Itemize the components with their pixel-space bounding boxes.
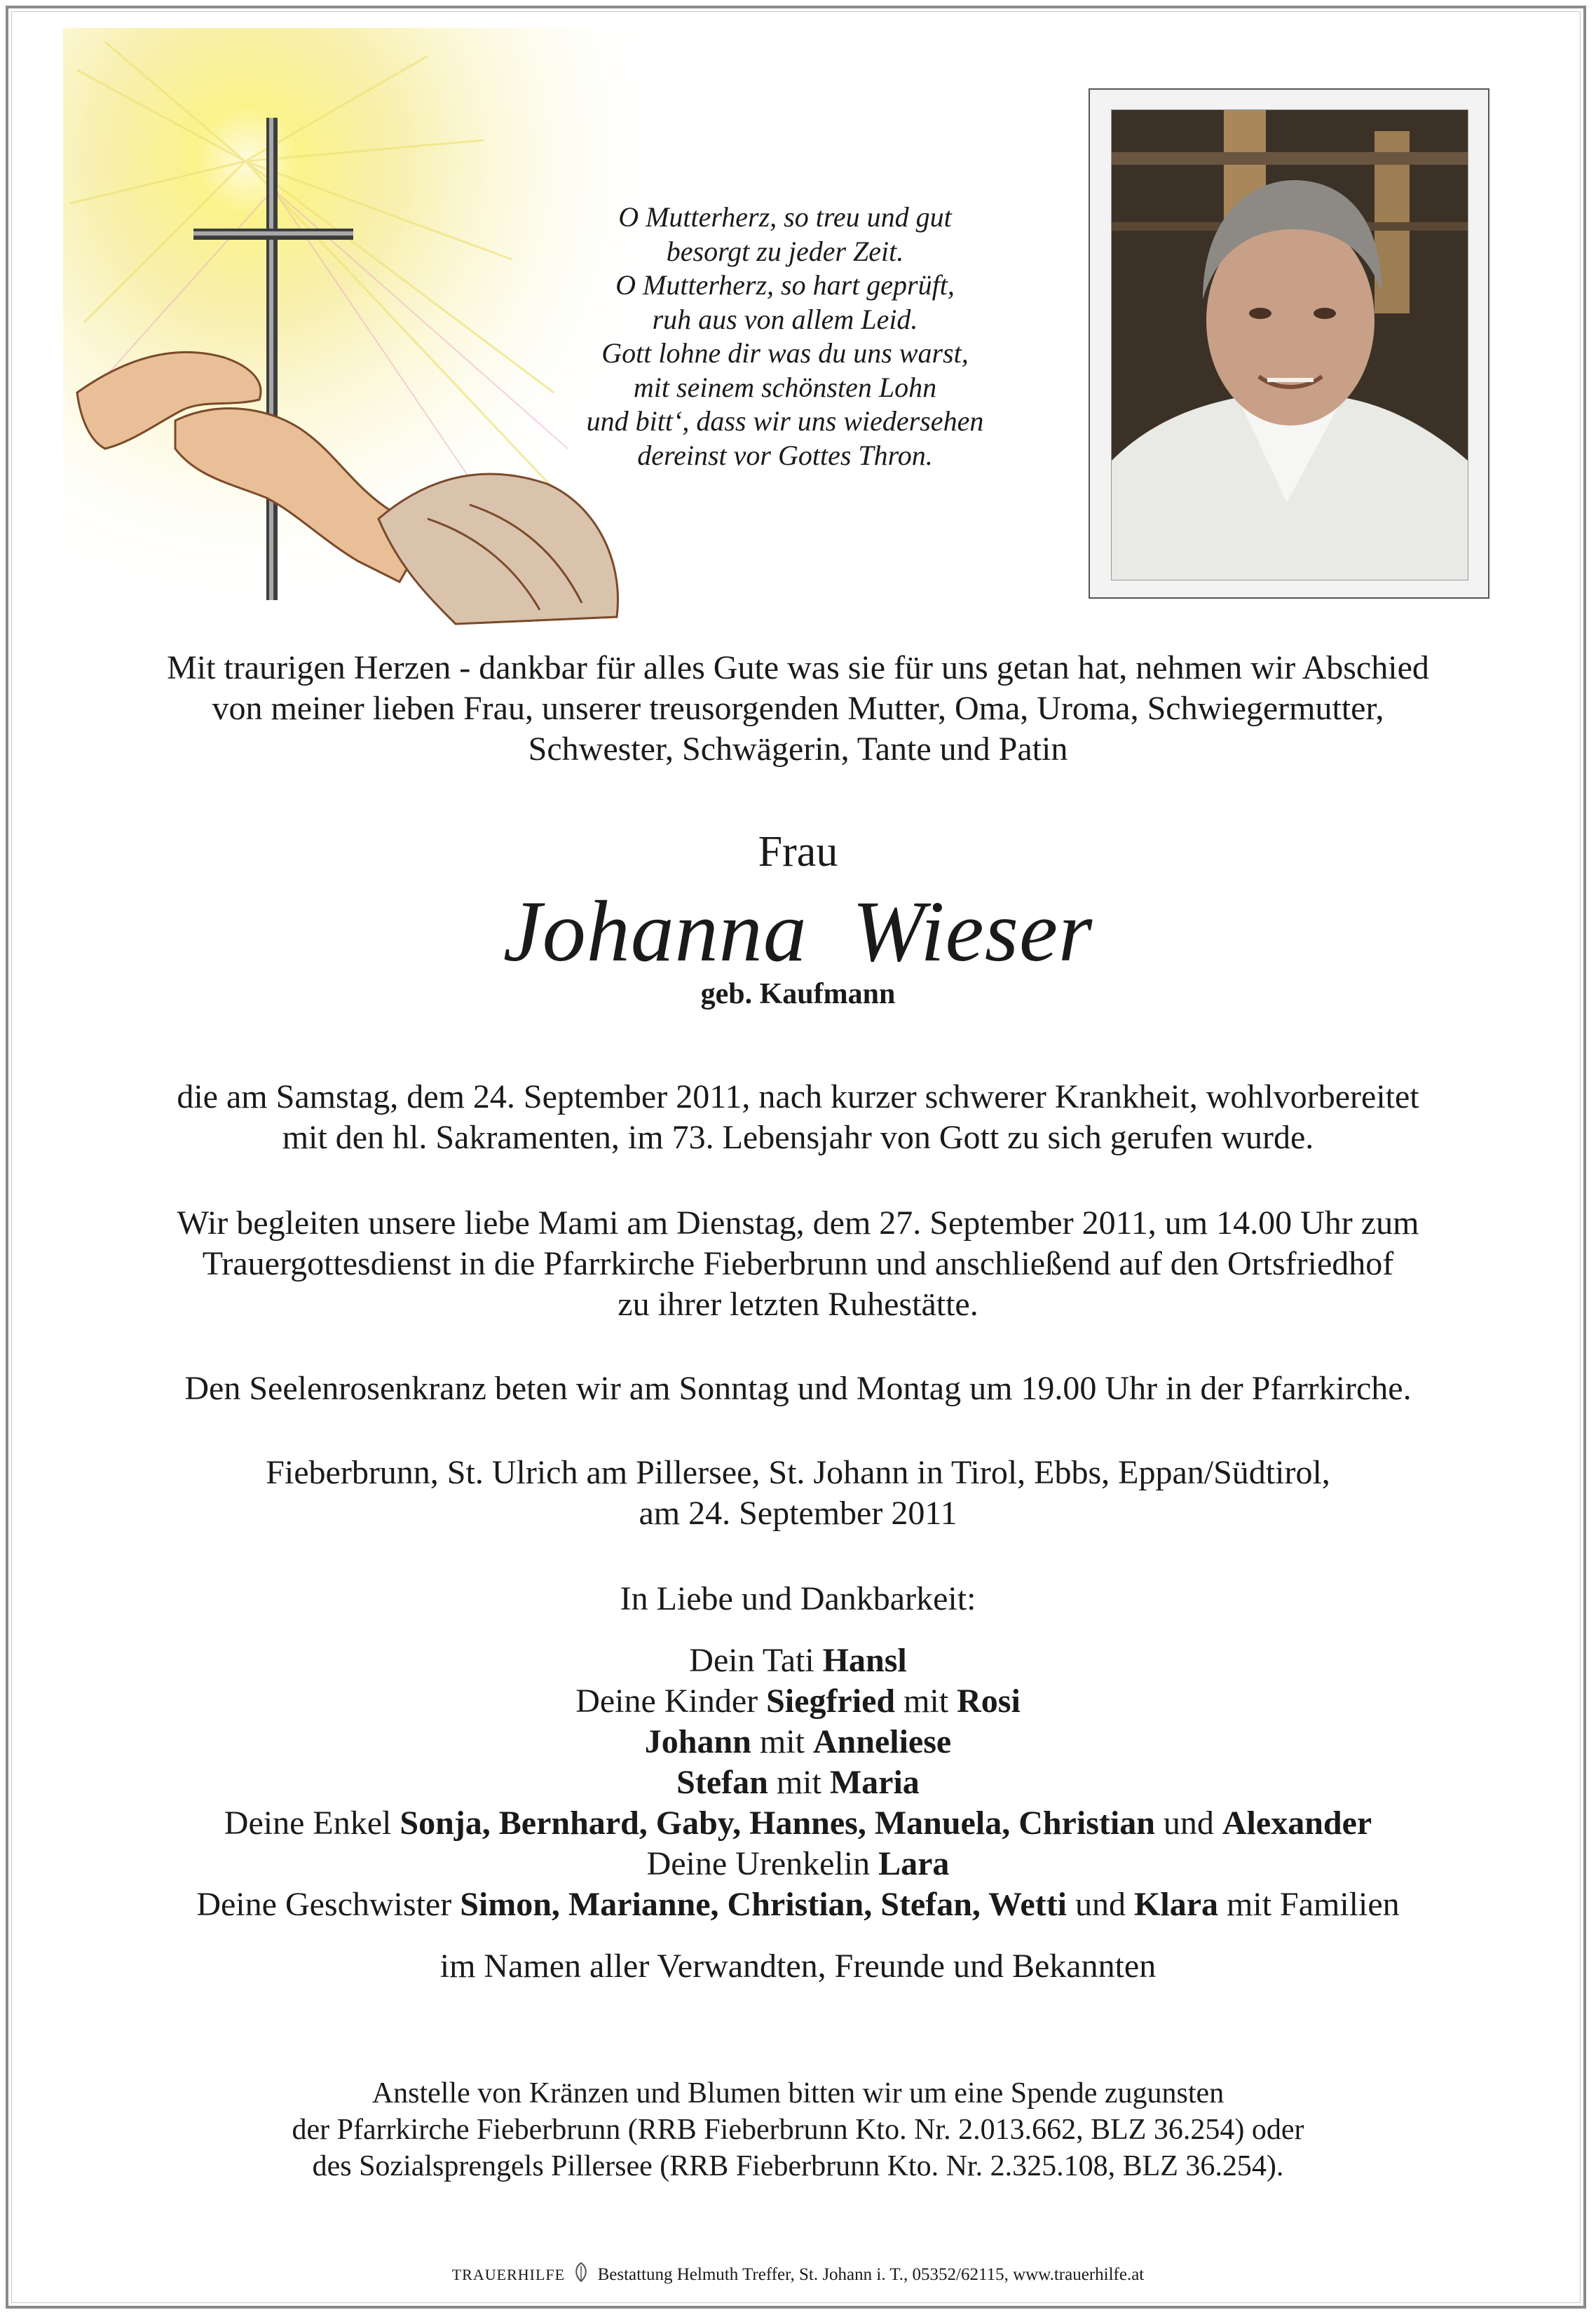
donation-line: Anstelle von Kränzen und Blumen bitten wir um eine Spende zugunsten [371, 2077, 1225, 2109]
intro-line: von meiner lieben Frau, unserer treusorgenden Mutter, Oma, Uroma, Schwiegermutter, [212, 690, 1384, 727]
on-behalf-line: im Namen aller Verwandten, Freunde und Bekannten [439, 1948, 1157, 1985]
salutation: Frau [758, 828, 838, 876]
mourner-row: Deine Geschwister Simon, Marianne, Christian, Stefan, Wetti und Klara mit Familien [196, 1886, 1400, 1923]
mourners-list [42, 1640, 1554, 1925]
funeral-line: Trauergottesdienst in die Pfarrkirche Fieberbrunn und anschließend auf den Ortsfriedhof [202, 1245, 1394, 1282]
poem-line: mit seinem schönsten Lohn [633, 371, 937, 403]
funeral-details [42, 1203, 1554, 1325]
portrait-frame [1089, 88, 1489, 599]
place-date [42, 1453, 1554, 1534]
mourner-row: Deine Enkel Sonja, Bernhard, Gaby, Hannes, Manuela, Christian und Alexander [224, 1805, 1372, 1842]
intro-line: Mit traurigen Herzen - dankbar für alles Gute was sie für uns getan hat, nehmen wir Abschied [167, 649, 1429, 686]
mourner-row: Deine Urenkelin Lara [646, 1845, 950, 1882]
gratitude-line: In Liebe und Dankbarkeit: [620, 1580, 976, 1617]
footer-details: Bestattung Helmuth Treffer, St. Johann i. T., 05352/62115, www.trauerhilfe.at [597, 2265, 1145, 2284]
death-notice-line: die am Samstag, dem 24. September 2011, nach kurzer schwerer Krankheit, wohlvorbereitet [177, 1078, 1419, 1115]
poem-line: Gott lohne dir was du uns warst, [601, 337, 969, 369]
poem-line: und bitt‘, dass wir uns wiedersehen [586, 405, 984, 437]
donation-request [42, 2075, 1554, 2184]
deceased-name: Johanna Wieser [503, 883, 1093, 979]
funeral-line: zu ihrer letzten Ruhestätte. [618, 1286, 978, 1323]
poem [491, 201, 1079, 473]
donation-line: der Pfarrkirche Fieberbrunn (RRB Fieberbrunn Kto. Nr. 2.013.662, BLZ 36.254) oder [292, 2114, 1304, 2146]
leaf-icon [573, 2262, 589, 2288]
mourner-row: Stefan mit Maria [676, 1764, 920, 1801]
funeral-line: Wir begleiten unsere liebe Mami am Dienstag, dem 27. September 2011, um 14.00 Uhr zum [177, 1204, 1419, 1242]
poem-line: O Mutterherz, so treu und gut [618, 201, 952, 233]
rosary-notice: Den Seelenrosenkranz beten wir am Sonntag und Montag um 19.00 Uhr in der Pfarrkirche. [184, 1370, 1412, 1407]
poem-line: besorgt zu jeder Zeit. [666, 235, 904, 267]
place-line: Fieberbrunn, St. Ulrich am Pillersee, St. Johann in Tirol, Ebbs, Eppan/Südtirol, [266, 1454, 1330, 1491]
donation-line: des Sozialsprengels Pillersee (RRB Fieberbrunn Kto. Nr. 2.325.108, BLZ 36.254). [312, 2150, 1284, 2182]
poem-line: O Mutterherz, so hart geprüft, [615, 269, 955, 301]
intro-text [42, 648, 1554, 770]
portrait-photo [1111, 109, 1468, 580]
date-line: am 24. September 2011 [639, 1495, 957, 1532]
death-notice [42, 1077, 1554, 1158]
poem-line: ruh aus von allem Leid. [652, 303, 918, 335]
mourner-row: Deine Kinder Siegfried mit Rosi [575, 1683, 1021, 1720]
footer [42, 2262, 1554, 2288]
birth-name: geb. Kaufmann [700, 978, 896, 1010]
mourner-row: Dein Tati Hansl [689, 1642, 907, 1679]
poem-line: dereinst vor Gottes Thron. [637, 439, 933, 471]
intro-line: Schwester, Schwägerin, Tante und Patin [528, 731, 1068, 768]
death-notice-line: mit den hl. Sakramenten, im 73. Lebensjahr von Gott zu sich gerufen wurde. [282, 1119, 1314, 1156]
mourner-row: Johann mit Anneliese [644, 1723, 952, 1760]
footer-brand: TRAUERHILFE [451, 2266, 566, 2283]
